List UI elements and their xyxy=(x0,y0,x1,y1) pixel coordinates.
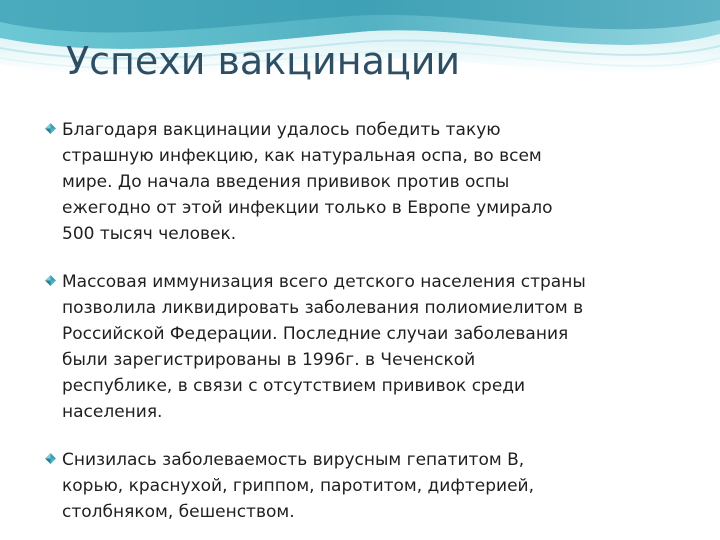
bullet-text-line: республике, в связи с отсутствием прививок среди xyxy=(62,376,526,396)
bullet-item xyxy=(36,447,696,525)
diamond-bullet-icon xyxy=(45,275,56,286)
bullet-text-line: 500 тысяч человек. xyxy=(62,224,237,244)
slide-title: Успехи вакцинации xyxy=(66,39,461,83)
bullet-text-line: корью, краснухой, гриппом, паротитом, дифтерией, xyxy=(62,476,535,496)
diamond-bullet-icon xyxy=(45,453,56,464)
bullet-text-line: столбняком, бешенством. xyxy=(62,502,295,522)
bullet-item xyxy=(36,117,696,247)
bullet-text-line: Российской Федерации. Последние случаи заболевания xyxy=(62,324,569,344)
bullet-text-line: Снизилась заболеваемость вирусным гепатитом В, xyxy=(62,450,525,470)
bullet-text-line: были зарегистрированы в 1996г. в Чеченской xyxy=(62,350,476,370)
bullet-text-line: Благодаря вакцинации удалось победить такую xyxy=(62,120,501,140)
bullet-text-line: ежегодно от этой инфекции только в Европе умирало xyxy=(62,198,553,218)
bullet-list xyxy=(36,117,696,525)
bullet-text-line: страшную инфекцию, как натуральная оспа, во всем xyxy=(62,146,542,166)
bullet-text-line: мире. До начала введения прививок против оспы xyxy=(62,172,510,192)
bullet-text-line: населения. xyxy=(62,402,163,422)
diamond-bullet-icon xyxy=(45,123,56,134)
bullet-text-line: Массовая иммунизация всего детского населения страны xyxy=(62,272,586,292)
bullet-item xyxy=(36,269,696,425)
bullet-text-line: позволила ликвидировать заболевания полиомиелитом в xyxy=(62,298,584,318)
